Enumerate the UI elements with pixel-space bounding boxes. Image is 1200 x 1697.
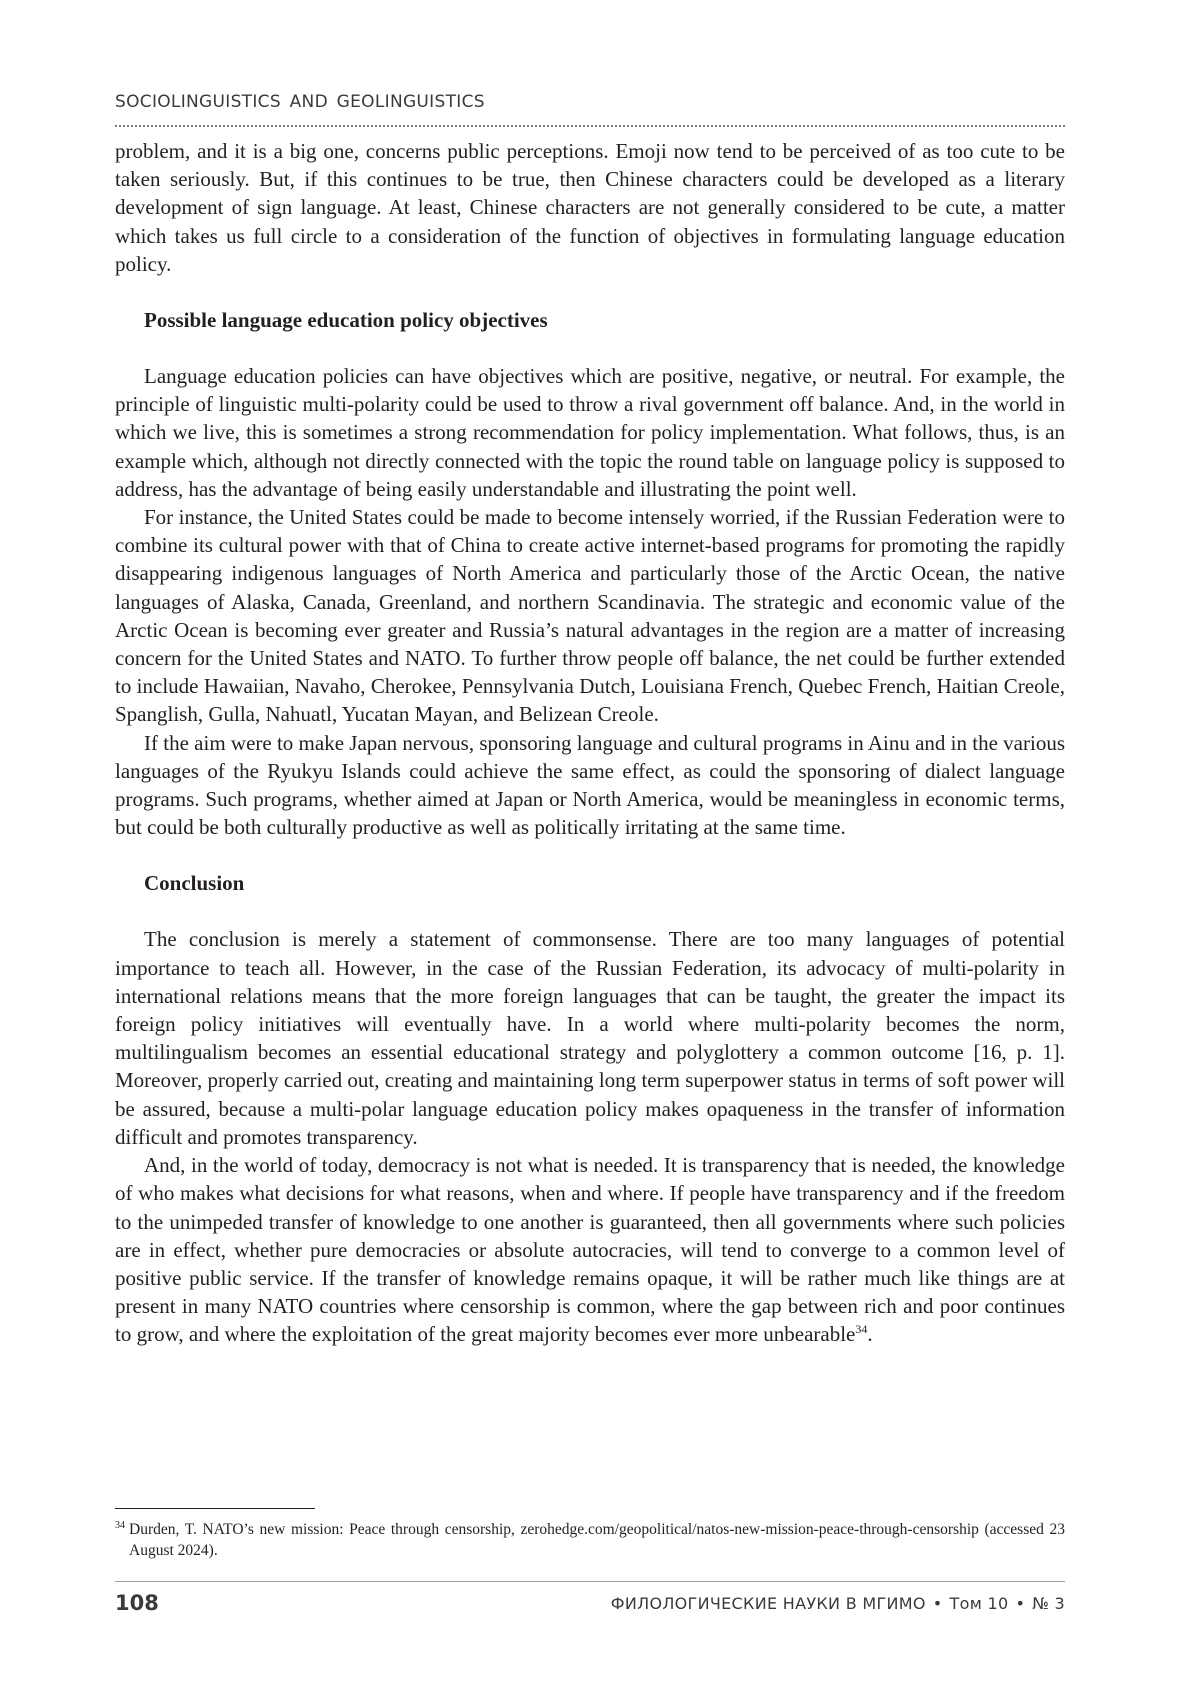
header-divider [115, 125, 1065, 127]
article-body [115, 137, 1065, 1349]
page [115, 0, 1065, 1697]
paragraph: If the aim were to make Japan nervous, sponsoring language and cultural programs in Ainu and in the various languages of the Ryukyu Islands could achieve the same effect, as could the sponsoring of dialect language programs. Such programs, whether aimed at Japan or North America, would be meaningless in economic terms, but could be both culturally productive as well as politically irritating at the same time. [115, 730, 1065, 840]
journal-issue: № 3 [1032, 1594, 1065, 1613]
footnote-reference[interactable]: 34 [855, 1322, 868, 1337]
bullet-separator: • [932, 1594, 943, 1613]
paragraph-period: . [867, 1322, 873, 1347]
journal-footer [611, 1594, 1065, 1613]
paragraph-final [115, 1151, 1065, 1348]
page-number: 108 [115, 1591, 159, 1615]
journal-title: ФИЛОЛОГИЧЕСКИЕ НАУКИ В МГИМО [610, 1594, 926, 1613]
running-head: SOCIOLINGUISTICS AND GEOLINGUISTICS [115, 92, 485, 112]
journal-volume: Том 10 [949, 1594, 1009, 1613]
footnote-divider [115, 1508, 315, 1509]
paragraph: For instance, the United States could be made to become intensely worried, if the Russian Federation were to combine its cultural power with that of China to create active internet-based programs for promoting the rapidly disappearing indigenous languages of North America and particularly those of the Arctic Ocean, the native languages of Alaska, Canada, Greenland, and northern Scandinavia. The strategic and economic value of the Arctic Ocean is becoming ever greater and Russia’s natural advantages in the region are a matter of increasing concern for the United States and NATO. To further throw people off balance, the net could be further extended to include Hawaiian, Navaho, Cherokee, Pennsylvania Dutch, Louisiana French, Quebec French, Haitian Creole, Spanglish, Gulla, Nahuatl, Yucatan Mayan, and Belizean Creole. [115, 505, 1065, 727]
section-heading-conclusion: Conclusion [144, 871, 245, 896]
footer-divider [115, 1581, 1065, 1582]
paragraph-continuation: problem, and it is a big one, concerns public perceptions. Emoji now tend to be perceived of as too cute to be taken seriously. But, if this continues to be true, then Chinese characters could be developed as a literary development of sign language. At least, Chinese characters are not generally considered to be cute, a matter which takes us full circle to a consideration of the function of objectives in formulating language education policy. [115, 139, 1065, 276]
paragraph: The conclusion is merely a statement of commonsense. There are too many languages of potential importance to teach all. However, in the case of the Russian Federation, its advocacy of multi-polarity in international relations means that the more foreign languages that can be taught, the greater the impact its foreign policy initiatives will eventually have. In a world where multi-polarity becomes the norm, multilingualism becomes an essential educational strategy and polyglottery a common outcome [16, p. 1]. Moreover, properly carried out, creating and maintaining long term superpower status in terms of soft power will be assured, because a multi-polar language education policy makes opaqueness in the transfer of information difficult and promotes transparency. [115, 927, 1065, 1149]
paragraph: Language education policies can have objectives which are positive, negative, or neutral. For example, the principle of linguistic multi-polarity could be used to throw a rival government off balance. And, in the world in which we live, this is sometimes a strong recommendation for policy implementation. What follows, thus, is an example which, although not directly connected with the topic the round table on language policy is supposed to address, has the advantage of being easily understandable and illustrating the point well. [115, 364, 1065, 501]
bullet-separator: • [1015, 1594, 1026, 1613]
paragraph-text: And, in the world of today, democracy is not what is needed. It is transparency that is needed, the knowledge of who makes what decisions for what reasons, when and where. If people have transparency and if the freedom to the unimpeded transfer of knowledge to one another is guaranteed, then all governments where such policies are in effect, whether pure democracies or absolute autocracies, will tend to converge to a common level of positive public service. If the transfer of knowledge remains opaque, it will be rather much like things are at present in many NATO countries where censorship is common, where the gap between rich and poor continues to grow, and where the exploitation of the great majority becomes ever more unbearable [115, 1153, 1065, 1347]
footnote-number: 34 [115, 1519, 125, 1531]
section-heading-objectives: Possible language education policy objectives [144, 308, 548, 333]
footnote-text: Durden, T. NATO’s new mission: Peace through censorship, zerohedge.com/geopolitical/natos-new-mission-peace-through-censorship (accessed 23 August 2024). [129, 1521, 1065, 1559]
footnote [115, 1519, 1065, 1561]
